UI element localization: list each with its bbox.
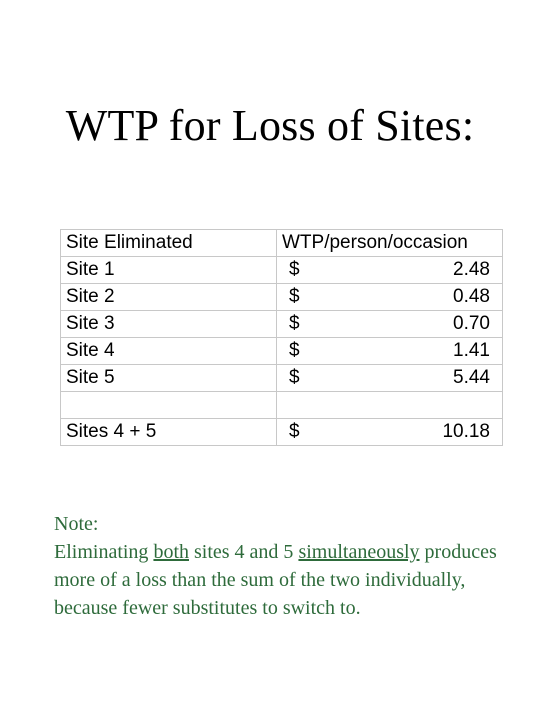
note-block: [54, 510, 514, 622]
site-name-cell: Sites 4 + 5: [61, 419, 277, 446]
note-body: [54, 538, 514, 622]
note-emphasis-both: both: [153, 541, 189, 563]
currency-symbol: $: [289, 421, 300, 442]
header-wtp: WTP/person/occasion: [277, 230, 503, 257]
note-text: Eliminating: [54, 541, 154, 563]
table-row: [61, 284, 503, 311]
site-name-cell: [61, 392, 277, 419]
wtp-value-cell: [277, 365, 503, 392]
wtp-amount: 1.41: [453, 340, 490, 361]
slide-title: WTP for Loss of Sites:: [65, 101, 475, 150]
table-row-total: [61, 419, 503, 446]
wtp-table: [60, 229, 503, 446]
note-heading: Note:: [54, 513, 99, 535]
currency-symbol: $: [289, 286, 300, 307]
table-header-row: [61, 230, 503, 257]
wtp-value-cell: [277, 284, 503, 311]
table-row: [61, 365, 503, 392]
note-text: produces more of a loss than the sum of the two individually, because fewer substitutes to switch to.: [54, 541, 497, 619]
wtp-amount: 0.48: [453, 286, 490, 307]
currency-symbol: $: [289, 367, 300, 388]
wtp-amount: 5.44: [453, 367, 490, 388]
note-text: sites 4 and 5: [189, 541, 299, 563]
wtp-amount: 0.70: [453, 313, 490, 334]
table-row: [61, 257, 503, 284]
wtp-value-cell: [277, 419, 503, 446]
table-row: [61, 311, 503, 338]
table-row-empty: [61, 392, 503, 419]
site-name-cell: Site 3: [61, 311, 277, 338]
site-name-cell: Site 5: [61, 365, 277, 392]
header-site-eliminated: Site Eliminated: [61, 230, 277, 257]
currency-symbol: $: [289, 313, 300, 334]
wtp-value-cell: [277, 392, 503, 419]
note-emphasis-simultaneously: simultaneously: [298, 541, 420, 563]
wtp-value-cell: [277, 311, 503, 338]
site-name-cell: Site 4: [61, 338, 277, 365]
wtp-amount: 2.48: [453, 259, 490, 280]
currency-symbol: $: [289, 259, 300, 280]
wtp-value-cell: [277, 257, 503, 284]
currency-symbol: $: [289, 340, 300, 361]
wtp-amount: 10.18: [442, 421, 490, 442]
wtp-value-cell: [277, 338, 503, 365]
table-row: [61, 338, 503, 365]
site-name-cell: Site 1: [61, 257, 277, 284]
site-name-cell: Site 2: [61, 284, 277, 311]
